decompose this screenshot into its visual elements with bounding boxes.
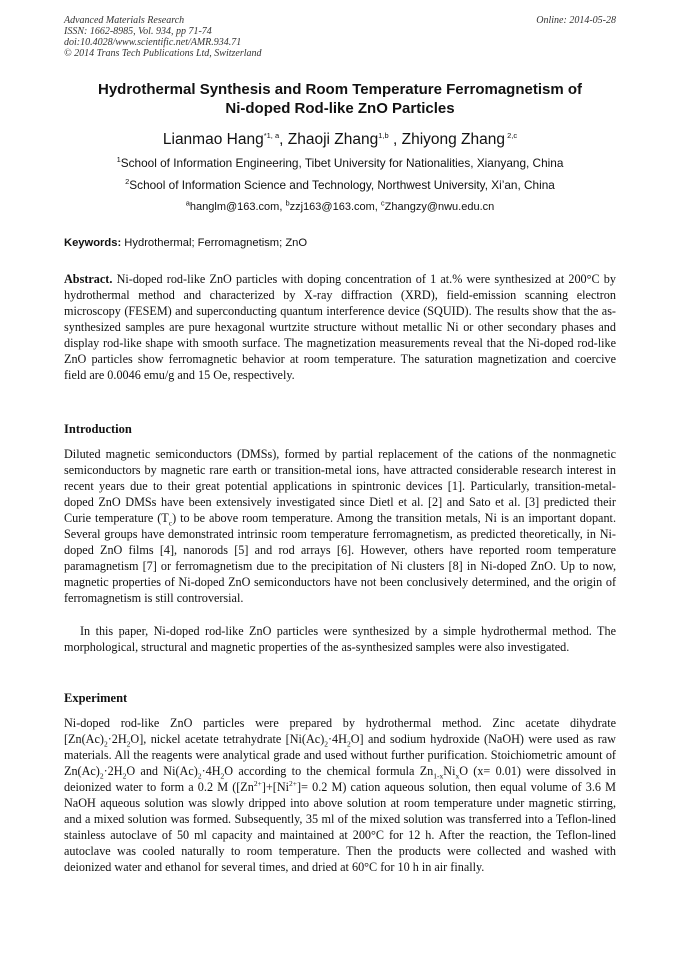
affiliation-1 — [64, 156, 616, 171]
author-marker: 1,b — [378, 130, 389, 140]
abstract-paragraph — [64, 271, 616, 383]
paragraph-text: ·2H — [107, 732, 127, 746]
abstract-label: Abstract. — [64, 272, 113, 286]
superscript: 2+ — [289, 778, 298, 788]
journal-copyright: © 2014 Trans Tech Publications Ltd, Switzerland — [64, 48, 262, 59]
email-link: zzj163@163.com, — [289, 201, 381, 213]
paragraph-text: Diluted magnetic semiconductors (DMSs), formed by partial replacement of the cations of the nonmagnetic semiconductors by magnetic rare earth or transition-metal ions, have attracted considerable research interest in recent years due to their great potential applications in spintronic devices [1]. Particularly, transition-metal-doped ZnO DMSs have been extensively investigated since Dietl et al. [2] and Sato et al. [3] predicted their Curie temperature (T — [64, 447, 616, 525]
introduction-heading: Introduction — [64, 422, 132, 436]
author-separator: , — [388, 131, 402, 148]
paragraph-text: ) to be above room temperature. Among the transition metals, Ni is an important dopant. Several groups have demonstrated intrinsic room temperature ferromagnetism, as predicted theoretically, in Ni-doped ZnO films [4], nanorods [5] and rod arrays [6]. However, others have reported room temperature paramagnetism [7] or ferromagnetism due to the precipitation of Ni clusters [8] in Ni-doped ZnO. Up to now, magnetic properties of Ni-doped ZnO semiconductors have not been conclusively determined, and the origin of ferromagnetism is still controversial. — [64, 511, 616, 605]
online-date: Online: 2014-05-28 — [536, 15, 616, 26]
keywords-label: Keywords: — [64, 237, 122, 249]
email-marker: c — [380, 198, 385, 208]
affiliation-text: School of Information Science and Technology, Northwest University, Xi’an, China — [129, 178, 555, 192]
keywords-line — [64, 236, 616, 250]
paragraph-text: Ni — [443, 764, 456, 778]
subscript: 2 — [122, 771, 127, 781]
experiment-paragraph — [64, 715, 616, 875]
author-marker: 2,c — [505, 130, 518, 140]
keywords-text: Hydrothermal; Ferromagnetism; ZnO — [121, 237, 308, 249]
paper-title-line1: Hydrothermal Synthesis and Room Temperature Ferromagnetism of — [98, 81, 582, 98]
author-name: Zhiyong Zhang — [401, 131, 506, 148]
subscript: c — [168, 518, 173, 528]
email-marker: b — [285, 198, 290, 208]
subscript: 2 — [126, 739, 131, 749]
journal-name: Advanced Materials Research — [64, 15, 185, 26]
paragraph-text: ]= 0.2 M) cation aqueous solution, then equal volume of 3.6 M NaOH aqueous solution was slowly dripped into above solution at room temperature under magnetic stirring, and a mixed solution was formed. Subsequently, 35 ml of the mixed solution was transferred into a Teflon-lined stainless autoclave of 50 ml capacity and maintained at 200°C for 12 h. After the reaction, the Teflon-lined autoclave was cooled naturally to room temperature. Then the products were collected and washed with deionized water and ethanol for several times, and dried at 60°C for 10 h in air finally. — [64, 780, 616, 874]
paragraph-text: O and Ni(Ac) — [126, 764, 198, 778]
author-name: Zhaoji Zhang — [287, 131, 379, 148]
affiliation-2 — [64, 178, 616, 193]
paper-title-line2: Ni-doped Rod-like ZnO Particles — [225, 100, 455, 117]
subscript: 2 — [99, 771, 104, 781]
affiliation-marker: 1 — [116, 155, 121, 165]
author-separator: , — [279, 131, 288, 148]
paper-title — [64, 80, 616, 118]
paragraph-text: ·4H — [201, 764, 221, 778]
subscript: 2 — [220, 771, 225, 781]
email-marker: a — [185, 198, 190, 208]
email-link: hanglm@163.com, — [189, 201, 286, 213]
subscript: 2 — [197, 771, 202, 781]
paragraph-text: ·4H — [328, 732, 347, 746]
author-marker: *1, a — [263, 130, 280, 140]
paragraph-text: O] and sodium hydroxide (NaOH) were used as raw materials. All the reagents were analytical grade and used without further purification. Stoichiometric amount of Zn(Ac) — [64, 732, 616, 778]
paragraph-text: O according to the chemical formula Zn — [224, 764, 434, 778]
paragraph-text: O], nickel acetate tetrahydrate [Ni(Ac) — [130, 732, 325, 746]
abstract-text: Ni-doped rod-like ZnO particles with doping concentration of 1 at.% were synthesized at 200°C by hydrothermal method and characterized by X-ray diffraction (XRD), field-emission scanning electron microscopy (FESEM) and superconducting quantum interference device (SQUID). The results show that the as-synthesized samples are pure hexagonal wurtzite structure without metallic Ni or other secondary phases and display rod-like shape with smooth surface. The magnetization measurements reveal that the Ni-doped rod-like ZnO particles show ferromagnetic behavior at room temperature. The saturation magnetization and coercive field are 0.0046 emu/g and 15 Oe, respectively. — [64, 272, 616, 382]
journal-doi: doi:10.4028/www.scientific.net/AMR.934.71 — [64, 37, 242, 48]
experiment-heading: Experiment — [64, 691, 128, 705]
affiliation-text: School of Information Engineering, Tibet University for Nationalities, Xianyang, China — [120, 156, 564, 170]
email-link: Zhangzy@nwu.edu.cn — [384, 201, 495, 213]
journal-issn: ISSN: 1662-8985, Vol. 934, pp 71-74 — [64, 26, 212, 37]
introduction-paragraph-1 — [64, 446, 616, 606]
paragraph-text: O (x= 0.01) were dissolved in deionized water to form a 0.2 M ([Zn — [64, 764, 616, 794]
subscript: 2 — [103, 739, 108, 749]
subscript: 1-x — [433, 771, 444, 781]
subscript: 2 — [324, 739, 328, 749]
paragraph-text: Ni-doped rod-like ZnO particles were prepared by hydrothermal method. Zinc acetate dihydrate [Zn(Ac) — [64, 716, 616, 746]
author-list — [64, 130, 616, 150]
subscript: 2 — [346, 739, 351, 749]
paragraph-text: ·2H — [103, 764, 123, 778]
subscript: x — [455, 771, 460, 781]
superscript: 2+ — [253, 778, 262, 788]
paragraph-text: ]+[Ni — [261, 780, 290, 794]
journal-header — [64, 15, 616, 59]
author-emails — [64, 200, 616, 214]
affiliation-marker: 2 — [125, 177, 130, 187]
author-name: Lianmao Hang — [162, 131, 264, 148]
introduction-paragraph-2: In this paper, Ni-doped rod-like ZnO particles were synthesized by a simple hydrothermal method. The morphological, structural and magnetic properties of the as-synthesized samples were also investigated. — [64, 624, 616, 654]
